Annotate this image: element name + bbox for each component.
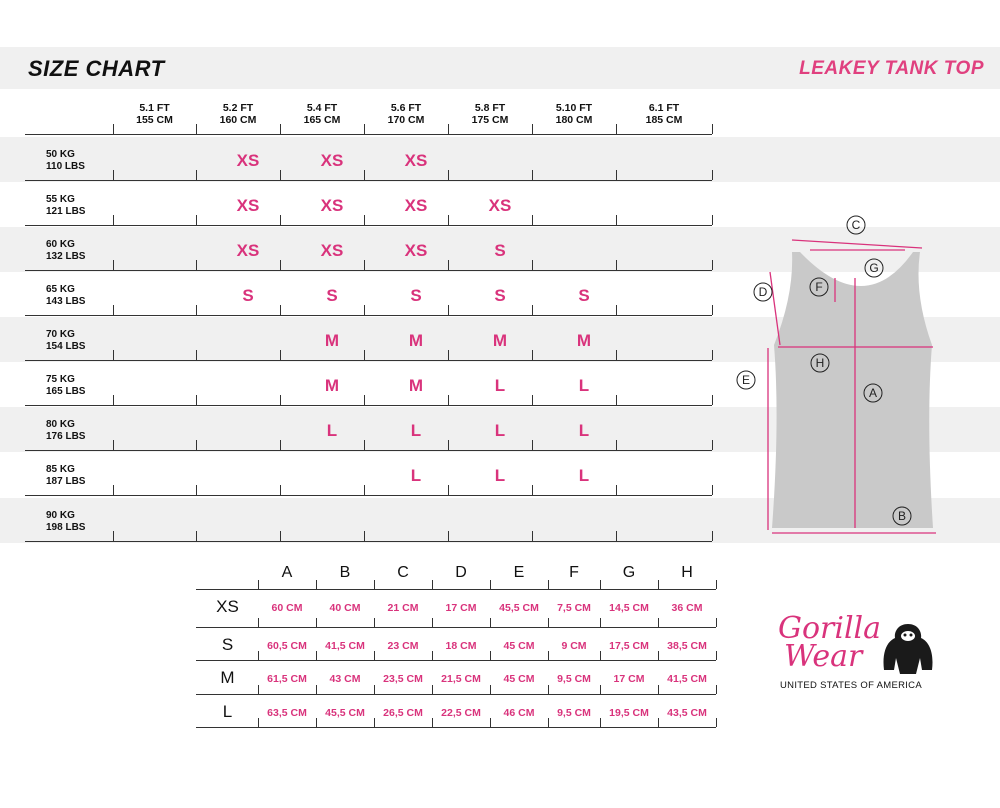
measure-value: 9,5 CM [557, 673, 591, 685]
measure-tick [258, 580, 259, 589]
header-tick [712, 124, 713, 134]
row-tick [364, 305, 365, 315]
row-tick [113, 215, 114, 225]
row-tick [448, 305, 449, 315]
size-cell: S [242, 286, 254, 305]
measure-value: 9 CM [561, 640, 587, 652]
weight-lbs: 121 LBS [46, 206, 86, 217]
row-tick [196, 440, 197, 450]
row-line [25, 360, 712, 361]
measure-tick [374, 718, 375, 727]
height-ft: 6.1 FT [648, 102, 680, 114]
measure-tick [432, 580, 433, 589]
row-line [25, 225, 712, 226]
logo-line1: Gorilla [778, 611, 882, 646]
measure-tick [548, 718, 549, 727]
measure-tick [548, 618, 549, 627]
measure-tick [316, 718, 317, 727]
measure-tick [432, 651, 433, 660]
row-tick [280, 215, 281, 225]
row-tick [616, 485, 617, 495]
measure-tick [658, 651, 659, 660]
size-cell: L [410, 466, 422, 485]
row-tick [616, 215, 617, 225]
label-g: G [869, 261, 879, 275]
weight-lbs: 176 LBS [46, 431, 86, 442]
row-line [25, 270, 712, 271]
row-tick [616, 531, 617, 541]
size-cell: XS [236, 241, 260, 260]
row-tick [616, 260, 617, 270]
measure-value: 45,5 CM [325, 707, 365, 719]
header-tick [113, 124, 114, 134]
measure-value: 26,5 CM [383, 707, 423, 719]
size-cell: S [410, 286, 422, 305]
label-c: C [851, 218, 861, 232]
row-tick [113, 531, 114, 541]
measure-value: 36 CM [671, 602, 703, 614]
label-d: D [758, 285, 768, 299]
measure-value: 63,5 CM [267, 707, 307, 719]
row-tick [364, 440, 365, 450]
measure-header: A [281, 564, 293, 581]
size-cell: M [576, 331, 592, 350]
label-f: F [815, 280, 823, 294]
header-tick [364, 124, 365, 134]
measure-tick [316, 580, 317, 589]
height-header [529, 102, 619, 126]
measure-value: 21,5 CM [441, 673, 481, 685]
measure-tick [658, 618, 659, 627]
measure-tick [600, 651, 601, 660]
row-tick [712, 215, 713, 225]
row-tick [196, 260, 197, 270]
size-cell: M [408, 376, 424, 395]
weight-label [46, 419, 85, 443]
measure-tick [600, 685, 601, 694]
weight-label [46, 464, 85, 488]
size-cell: L [494, 421, 506, 440]
row-line [25, 495, 712, 496]
measure-tick [600, 718, 601, 727]
height-header [277, 102, 367, 126]
logo-subtitle: UNITED STATES OF AMERICA [780, 680, 922, 691]
measure-tick [548, 580, 549, 589]
measure-header: C [397, 564, 409, 581]
height-cm: 185 CM [645, 114, 683, 126]
measure-tick [716, 618, 717, 627]
measure-tick [316, 618, 317, 627]
row-tick [196, 395, 197, 405]
label-b: B [897, 509, 907, 523]
row-band [0, 137, 1000, 182]
measure-value: 17,5 CM [609, 640, 649, 652]
row-tick [712, 170, 713, 180]
measure-line [196, 660, 716, 661]
size-cell: XS [236, 151, 260, 170]
size-cell: M [324, 331, 340, 350]
weight-label [46, 149, 85, 173]
row-tick [448, 440, 449, 450]
measure-tick [716, 685, 717, 694]
measure-value: 45,5 CM [499, 602, 539, 614]
row-tick [532, 485, 533, 495]
measure-header: F [569, 564, 579, 581]
weight-label [46, 284, 85, 308]
size-cell: S [494, 241, 506, 260]
measure-value: 17 CM [445, 602, 477, 614]
measure-value: 43 CM [329, 673, 361, 685]
measure-size-label: XS [216, 597, 239, 616]
measure-value: 45 CM [503, 640, 535, 652]
row-tick [280, 350, 281, 360]
measure-tick [374, 685, 375, 694]
tank-top-diagram [730, 210, 990, 550]
height-ft: 5.2 FT [222, 102, 254, 114]
measure-value: 19,5 CM [609, 707, 649, 719]
measure-tick [490, 685, 491, 694]
size-cell: L [494, 376, 506, 395]
measure-tick [600, 580, 601, 589]
size-cell: S [326, 286, 338, 305]
row-tick [280, 395, 281, 405]
measure-tick [658, 685, 659, 694]
measure-tick [374, 580, 375, 589]
header-tick [196, 124, 197, 134]
row-tick [196, 350, 197, 360]
row-tick [616, 440, 617, 450]
row-tick [280, 170, 281, 180]
size-cell: XS [320, 151, 344, 170]
size-cell: XS [404, 151, 428, 170]
measure-value: 41,5 CM [667, 673, 707, 685]
height-header [445, 102, 535, 126]
row-tick [532, 260, 533, 270]
measure-tick [716, 580, 717, 589]
row-tick [532, 305, 533, 315]
height-header [193, 102, 283, 126]
measure-tick [716, 718, 717, 727]
row-tick [448, 215, 449, 225]
measure-tick [258, 685, 259, 694]
measure-tick [258, 651, 259, 660]
measure-tick [316, 651, 317, 660]
height-ft: 5.1 FT [139, 102, 170, 114]
row-tick [113, 305, 114, 315]
row-tick [532, 350, 533, 360]
size-cell: XS [320, 241, 344, 260]
measure-tick [658, 580, 659, 589]
measure-header: D [455, 564, 467, 581]
measure-value: 46 CM [503, 707, 535, 719]
row-tick [196, 485, 197, 495]
weight-lbs: 110 LBS [46, 161, 85, 172]
row-tick [280, 440, 281, 450]
header-tick [448, 124, 449, 134]
size-cell: M [492, 331, 508, 350]
measure-header: B [339, 564, 351, 581]
measure-tick [316, 685, 317, 694]
height-cm: 155 CM [136, 114, 173, 126]
size-cell: M [408, 331, 424, 350]
row-tick [448, 260, 449, 270]
header-tick [616, 124, 617, 134]
weight-kg: 60 KG [46, 239, 75, 250]
measure-header: H [681, 564, 693, 581]
height-cm: 160 CM [219, 114, 257, 126]
row-tick [712, 350, 713, 360]
measure-header: E [513, 564, 525, 581]
height-header [110, 102, 200, 126]
measure-tick [258, 718, 259, 727]
row-tick [364, 531, 365, 541]
measure-value: 60 CM [271, 602, 303, 614]
size-cell: L [578, 376, 590, 395]
tank-top-shape [772, 252, 933, 528]
row-tick [712, 395, 713, 405]
measure-value: 61,5 CM [267, 673, 307, 685]
height-ft: 5.6 FT [390, 102, 422, 114]
measure-value: 40 CM [329, 602, 361, 614]
measure-tick [490, 580, 491, 589]
row-tick [532, 170, 533, 180]
measure-tick [490, 718, 491, 727]
row-tick [364, 215, 365, 225]
row-tick [113, 260, 114, 270]
measure-value: 21 CM [387, 602, 419, 614]
size-cell: L [326, 421, 338, 440]
row-tick [280, 485, 281, 495]
row-tick [196, 215, 197, 225]
row-tick [364, 395, 365, 405]
weight-label [46, 329, 85, 353]
label-a: A [868, 386, 878, 400]
weight-label [46, 374, 85, 398]
size-cell: M [324, 376, 340, 395]
row-tick [532, 395, 533, 405]
row-tick [532, 215, 533, 225]
gorilla-icon [878, 620, 938, 678]
height-cm: 180 CM [555, 114, 593, 126]
header-tick [532, 124, 533, 134]
measure-value: 43,5 CM [667, 707, 707, 719]
measure-tick [716, 651, 717, 660]
measure-value: 41,5 CM [325, 640, 365, 652]
height-ft: 5.4 FT [306, 102, 338, 114]
measure-tick [374, 618, 375, 627]
row-tick [364, 260, 365, 270]
size-cell: XS [320, 196, 344, 215]
row-tick [196, 305, 197, 315]
size-cell: XS [404, 196, 428, 215]
row-line [25, 405, 712, 406]
weight-kg: 70 KG [46, 329, 75, 340]
measure-tick [258, 618, 259, 627]
row-tick [448, 170, 449, 180]
height-header [361, 102, 451, 126]
weight-kg: 65 KG [46, 284, 75, 295]
row-tick [448, 350, 449, 360]
measure-line [196, 589, 716, 590]
height-ft: 5.10 FT [555, 102, 593, 114]
logo-line2: Wear [784, 639, 863, 674]
height-header [619, 102, 709, 126]
measure-tick [548, 651, 549, 660]
size-cell: L [494, 466, 506, 485]
measure-tick [432, 685, 433, 694]
measure-tick [432, 618, 433, 627]
measure-tick [490, 651, 491, 660]
label-e: E [741, 373, 751, 387]
measure-value: 9,5 CM [557, 707, 591, 719]
size-cell: S [578, 286, 590, 305]
measure-value: 22,5 CM [441, 707, 481, 719]
row-tick [712, 305, 713, 315]
row-tick [532, 440, 533, 450]
weight-lbs: 154 LBS [46, 341, 86, 352]
row-tick [448, 531, 449, 541]
measure-line [196, 627, 716, 628]
row-tick [196, 170, 197, 180]
weight-kg: 75 KG [46, 374, 75, 385]
row-tick [616, 170, 617, 180]
page-title: SIZE CHART [28, 56, 165, 81]
row-tick [616, 350, 617, 360]
size-cell: XS [404, 241, 428, 260]
row-tick [113, 440, 114, 450]
measure-tick [548, 685, 549, 694]
weight-lbs: 165 LBS [46, 386, 86, 397]
height-cm: 175 CM [471, 114, 509, 126]
row-tick [280, 531, 281, 541]
product-name: LEAKEY TANK TOP [799, 58, 984, 79]
weight-kg: 80 KG [46, 419, 75, 430]
measure-value: 18 CM [445, 640, 477, 652]
measure-tick [432, 718, 433, 727]
measure-value: 38,5 CM [667, 640, 707, 652]
row-tick [448, 485, 449, 495]
row-tick [113, 485, 114, 495]
row-tick [364, 170, 365, 180]
weight-lbs: 132 LBS [46, 251, 86, 262]
brand-logo [778, 611, 882, 674]
row-tick [196, 531, 197, 541]
weight-kg: 85 KG [46, 464, 75, 475]
row-line [25, 450, 712, 451]
row-line [25, 315, 712, 316]
row-tick [364, 350, 365, 360]
weight-lbs: 198 LBS [46, 522, 86, 533]
weight-label [46, 239, 85, 263]
weight-label [46, 510, 85, 534]
row-tick [448, 395, 449, 405]
row-tick [532, 531, 533, 541]
weight-kg: 90 KG [46, 510, 75, 521]
header-tick [280, 124, 281, 134]
row-tick [280, 260, 281, 270]
row-tick [364, 485, 365, 495]
size-cell: S [494, 286, 506, 305]
measure-line [196, 694, 716, 695]
measure-value: 60,5 CM [267, 640, 307, 652]
height-cm: 170 CM [387, 114, 425, 126]
weight-kg: 50 KG [46, 149, 75, 160]
measure-line [196, 727, 716, 728]
row-tick [712, 440, 713, 450]
measure-value: 45 CM [503, 673, 535, 685]
measure-tick [374, 651, 375, 660]
weight-lbs: 187 LBS [46, 476, 86, 487]
row-tick [113, 395, 114, 405]
height-cm: 165 CM [303, 114, 341, 126]
row-tick [712, 485, 713, 495]
measure-size-label: M [220, 668, 235, 687]
row-tick [712, 260, 713, 270]
measure-value: 14,5 CM [609, 602, 649, 614]
row-tick [113, 170, 114, 180]
header-line [25, 134, 712, 135]
measure-header: G [622, 564, 636, 581]
row-line [25, 180, 712, 181]
row-line [25, 541, 712, 542]
measure-value: 23,5 CM [383, 673, 423, 685]
height-ft: 5.8 FT [474, 102, 506, 114]
size-cell: L [578, 421, 590, 440]
weight-lbs: 143 LBS [46, 296, 86, 307]
size-cell: XS [488, 196, 512, 215]
row-tick [616, 395, 617, 405]
measure-tick [658, 718, 659, 727]
row-tick [280, 305, 281, 315]
row-tick [113, 350, 114, 360]
measure-value: 23 CM [387, 640, 419, 652]
measure-size-label: L [222, 702, 233, 721]
weight-label [46, 194, 85, 218]
measure-tick [600, 618, 601, 627]
weight-kg: 55 KG [46, 194, 75, 205]
measure-size-label: S [221, 635, 234, 654]
row-tick [712, 531, 713, 541]
measure-value: 7,5 CM [557, 602, 591, 614]
size-cell: L [410, 421, 422, 440]
measure-tick [490, 618, 491, 627]
row-tick [616, 305, 617, 315]
size-cell: L [578, 466, 590, 485]
measure-value: 17 CM [613, 673, 645, 685]
size-cell: XS [236, 196, 260, 215]
label-h: H [815, 356, 825, 370]
